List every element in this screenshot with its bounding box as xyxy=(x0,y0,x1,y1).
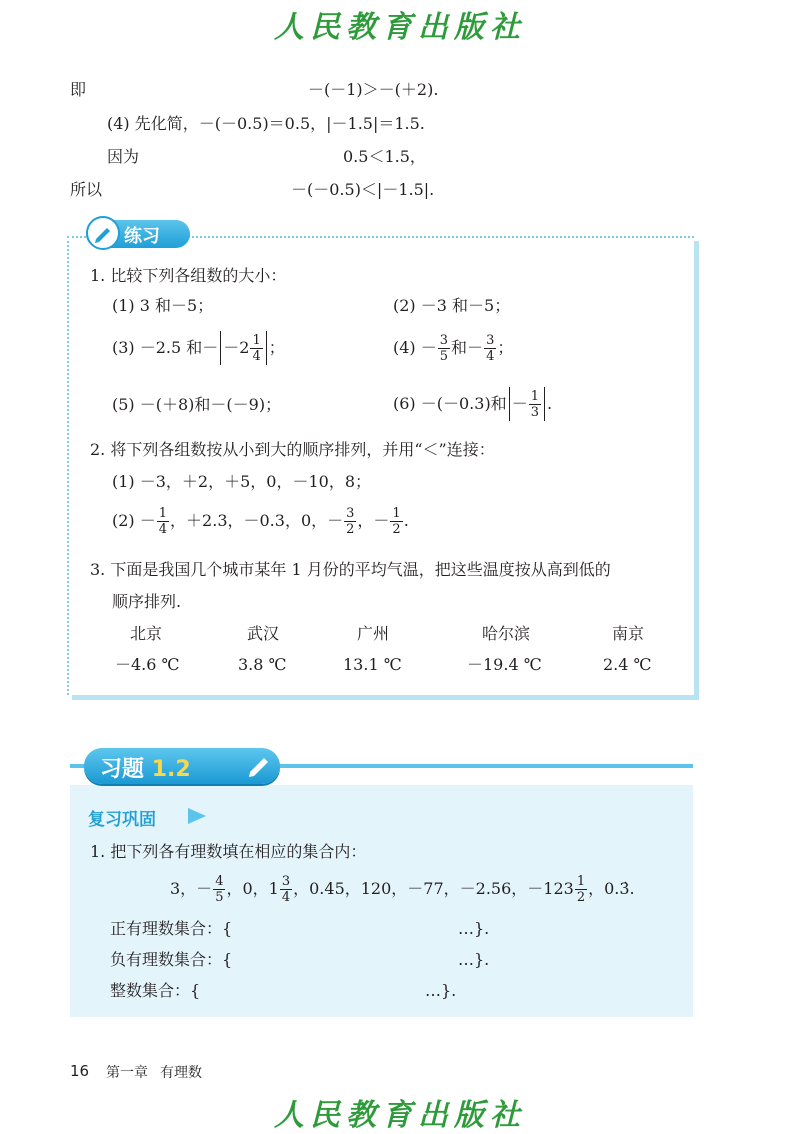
set-negative-label: 负有理数集合：{ xyxy=(110,950,233,969)
practice-q3-line1: 3. 下面是我国几个城市某年 1 月份的平均气温，把这些温度按从高到低的 xyxy=(90,560,611,579)
fraction: $\frac{1}{2}$ xyxy=(576,873,586,905)
abs-bar-right xyxy=(544,387,545,421)
set-integer-end: …}. xyxy=(425,981,457,1000)
q2-2-suffix: . xyxy=(403,511,409,530)
nums-part-b: ，0，1 xyxy=(226,879,279,898)
temp-harbin: －19.4 ℃ xyxy=(467,655,542,674)
q1-4-prefix: (4) － xyxy=(393,338,437,357)
q1-3-prefix: (3) －2.5 和－ xyxy=(112,338,219,357)
footer-chapter-title: 有理数 xyxy=(160,1065,202,1081)
expr-line-3: 0.5＜1.5， xyxy=(343,147,426,166)
abs-bar-left xyxy=(220,331,221,365)
expr-line-4: －(－0.5)＜|－1.5|. xyxy=(291,180,435,199)
temp-nanjing: 2.4 ℃ xyxy=(603,655,652,674)
city-harbin: 哈尔滨 xyxy=(482,624,531,643)
set-positive-end: …}. xyxy=(458,919,490,938)
q1-4-suffix: ； xyxy=(497,338,514,357)
nums-part-d: ，0.3̇. xyxy=(588,879,635,898)
fraction: $\frac{1}{4}$ xyxy=(252,332,261,364)
fraction: $\frac{1}{3}$ xyxy=(530,388,539,420)
text-label-yinwei: 因为 xyxy=(107,147,140,166)
exercise-q1: 1. 把下列各有理数填在相应的集合内： xyxy=(90,842,367,861)
q1-4-mid: 和－ xyxy=(451,338,484,357)
fraction: $\frac{3}{4}$ xyxy=(281,873,291,905)
practice-q3-line2: 顺序排列. xyxy=(112,592,182,611)
practice-q1-2: (2) －3 和－5； xyxy=(393,296,511,315)
expr-line-2: (4) 先化简，－(－0.5)＝0.5，|－1.5|＝1.5. xyxy=(107,114,425,133)
temp-guangzhou: 13.1 ℃ xyxy=(343,655,402,674)
footer-chapter: 第一章 xyxy=(106,1065,148,1081)
set-negative-end: …}. xyxy=(458,950,490,969)
exercise-title xyxy=(100,752,191,783)
practice-q1: 1. 比较下列各组数的大小： xyxy=(90,266,287,285)
set-positive-label: 正有理数集合：{ xyxy=(110,919,233,938)
nums-part-a: 3，－ xyxy=(170,879,213,898)
q1-6-sign: － xyxy=(511,394,528,413)
fraction: $\frac{4}{5}$ xyxy=(215,873,224,905)
q2-2-prefix: (2) － xyxy=(112,511,156,530)
q2-2-mid: ，＋2.3，－0.3，0，－ xyxy=(170,511,344,530)
pencil-icon xyxy=(244,750,274,784)
practice-q1-4 xyxy=(393,330,513,366)
fraction: $\frac{3}{4}$ xyxy=(486,332,495,364)
arrow-right-icon xyxy=(186,806,208,830)
publisher-footer: 人民教育出版社 xyxy=(274,1098,526,1133)
review-section-title: 复习巩固 xyxy=(88,810,156,830)
abs-bar-left xyxy=(509,387,510,421)
q1-6-prefix: (6) －(－0.3)和 xyxy=(393,394,507,413)
city-nanjing: 南京 xyxy=(612,624,645,643)
city-guangzhou: 广州 xyxy=(357,624,390,643)
practice-q2: 2. 将下列各组数按从小到大的顺序排列，并用“＜”连接： xyxy=(90,440,495,459)
abs-bar-right xyxy=(266,331,267,365)
practice-q1-1: (1) 3 和－5； xyxy=(112,296,214,315)
exercise-numbers xyxy=(170,871,635,907)
exercise-label: 习题 xyxy=(100,757,145,782)
practice-q2-1: (1) －3，＋2，＋5，0，－10，8； xyxy=(112,472,372,491)
exercise-number: 1.2 xyxy=(151,757,191,782)
temp-wuhan: 3.8 ℃ xyxy=(238,655,287,674)
q1-6-suffix: . xyxy=(546,394,553,413)
practice-q2-2 xyxy=(112,503,409,539)
city-wuhan: 武汉 xyxy=(247,624,280,643)
text-label-suoyi: 所以 xyxy=(70,180,103,199)
text-label-ji: 即 xyxy=(70,80,87,99)
fraction: $\frac{1}{4}$ xyxy=(158,505,168,537)
temp-beijing: －4.6 ℃ xyxy=(115,655,180,674)
q1-3-whole: －2 xyxy=(223,338,250,357)
nums-part-c: ，0.45，120，－77，－2.56，－123 xyxy=(293,879,574,898)
q1-3-suffix: ； xyxy=(268,338,285,357)
fraction: $\frac{3}{2}$ xyxy=(346,505,355,537)
set-integer-label: 整数集合：{ xyxy=(110,981,201,1000)
practice-q1-5: (5) －(＋8)和－(－9)； xyxy=(112,395,282,414)
expr-line-1: －(－1)＞－(＋2). xyxy=(308,80,439,99)
fraction: $\frac{3}{5}$ xyxy=(439,332,449,364)
practice-q1-3 xyxy=(112,330,285,366)
city-beijing: 北京 xyxy=(130,624,163,643)
page-number: 16 xyxy=(70,1062,90,1080)
practice-q1-6 xyxy=(393,386,552,422)
practice-title: 练习 xyxy=(124,226,160,247)
fraction: $\frac{1}{2}$ xyxy=(392,505,401,537)
publisher-header: 人民教育出版社 xyxy=(274,10,526,45)
q2-2-sep: ，－ xyxy=(357,511,390,530)
pencil-circle-icon xyxy=(86,216,120,250)
